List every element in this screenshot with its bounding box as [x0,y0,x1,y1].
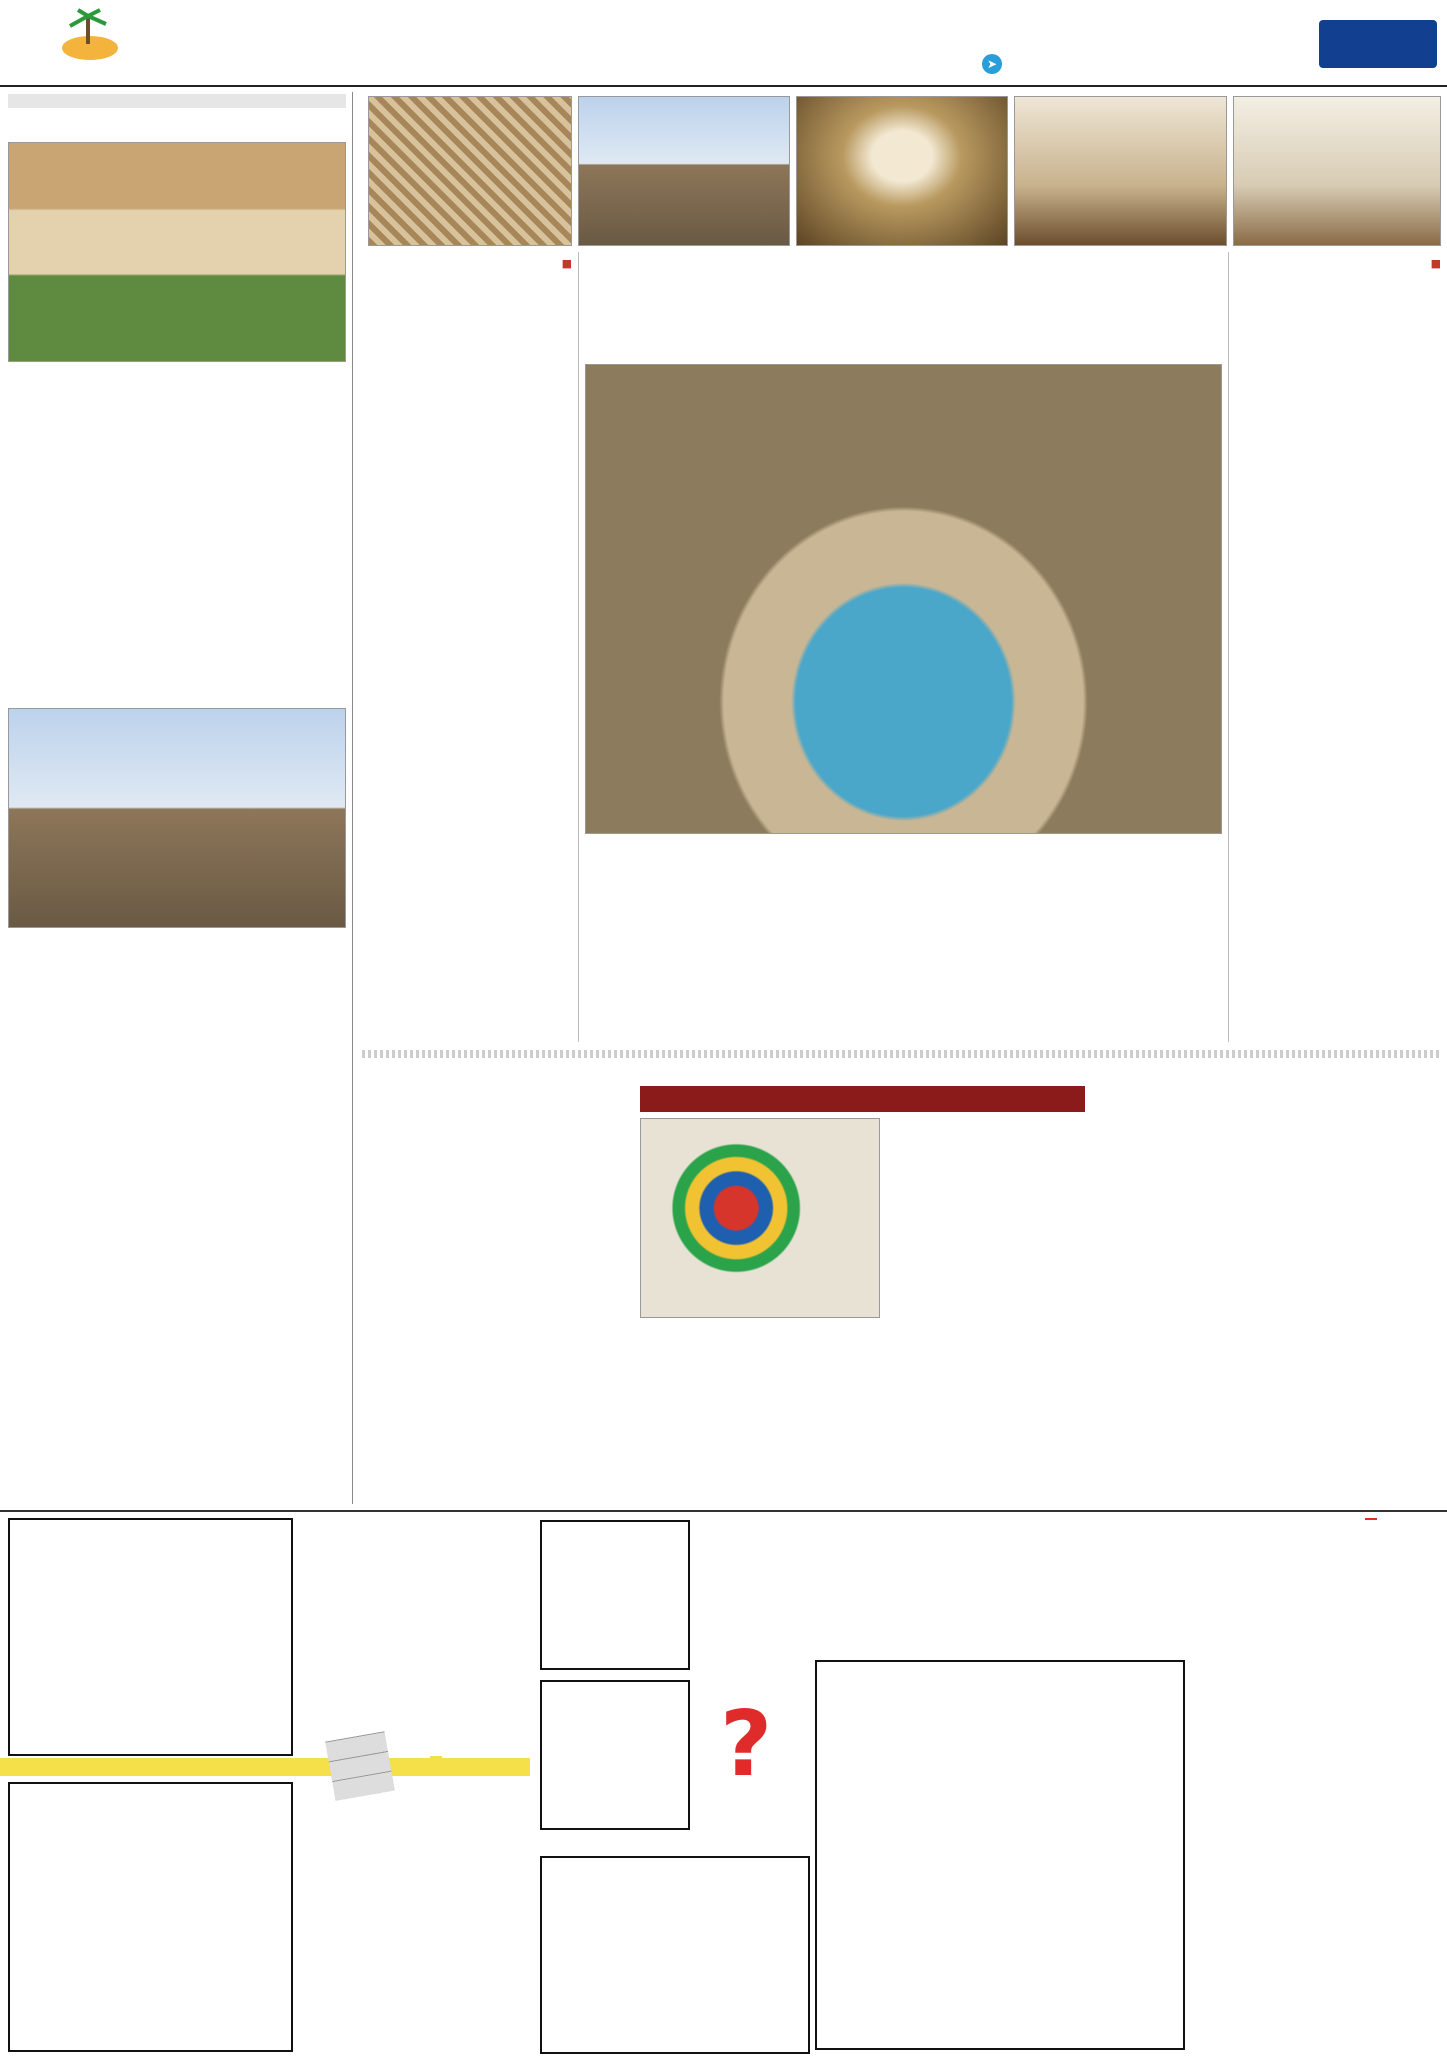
question-mark-icon: ? [720,1692,773,1797]
crossword-clues-mid [890,1518,1180,1638]
photo-interior-2 [1014,96,1227,246]
news2-body [8,934,346,1500]
crossword-number [1365,1518,1377,1520]
cube-icon [325,1731,395,1801]
solution-easy-grid [540,1520,690,1670]
crossword-grid[interactable] [815,1660,1185,2050]
article-col-5 [362,252,572,1037]
crossword-clues-right [1192,1548,1437,2053]
handicraft-title [640,1086,1085,1112]
answer-crossword-grid [540,1856,810,2054]
article-col-3 [800,840,1005,1040]
handicraft-col-4 [362,1086,632,1501]
sudoku-number [430,1756,442,1758]
solution-hard-grid [540,1680,690,1830]
easy-sudoku-grid[interactable] [8,1518,293,1756]
photo-pool-courtyard [585,364,1222,834]
col1-subhead [1233,255,1441,273]
photo-baskets [640,1118,880,1318]
photo-courtyard-small [578,96,790,246]
photo-corridor [796,96,1008,246]
photo-interior-1 [1233,96,1441,246]
photo-historic-building [8,142,346,362]
handicraft-col-3 [640,1322,880,1502]
puzzle-divider [0,1510,1447,1512]
header-rule [0,85,1447,87]
photo-caravanserai [8,708,346,928]
col-divider [578,252,579,1042]
col-divider [1228,252,1229,1042]
news1-body [8,368,346,668]
col5-subhead [362,255,572,273]
article-col-4 [585,840,790,1040]
article-col-2 [1014,840,1222,1040]
section-divider [362,1050,1441,1058]
handicraft-col-1 [1180,1086,1441,1501]
masthead-logo [1319,20,1437,68]
sidebar-tag-bar [8,94,346,108]
photo-lattice-stairs [368,96,572,246]
article-col-1 [1233,252,1441,1032]
telegram-icon: ➤ [982,54,1002,74]
travel-icon [60,8,120,64]
sidebar-divider [352,92,353,1504]
sudoku-rules [300,1652,500,1752]
handicraft-col-2 [885,1118,1173,1501]
sudoku-about [300,1880,500,2000]
hard-sudoku-grid[interactable] [8,1782,293,2052]
sudoku-band [0,1758,530,1776]
